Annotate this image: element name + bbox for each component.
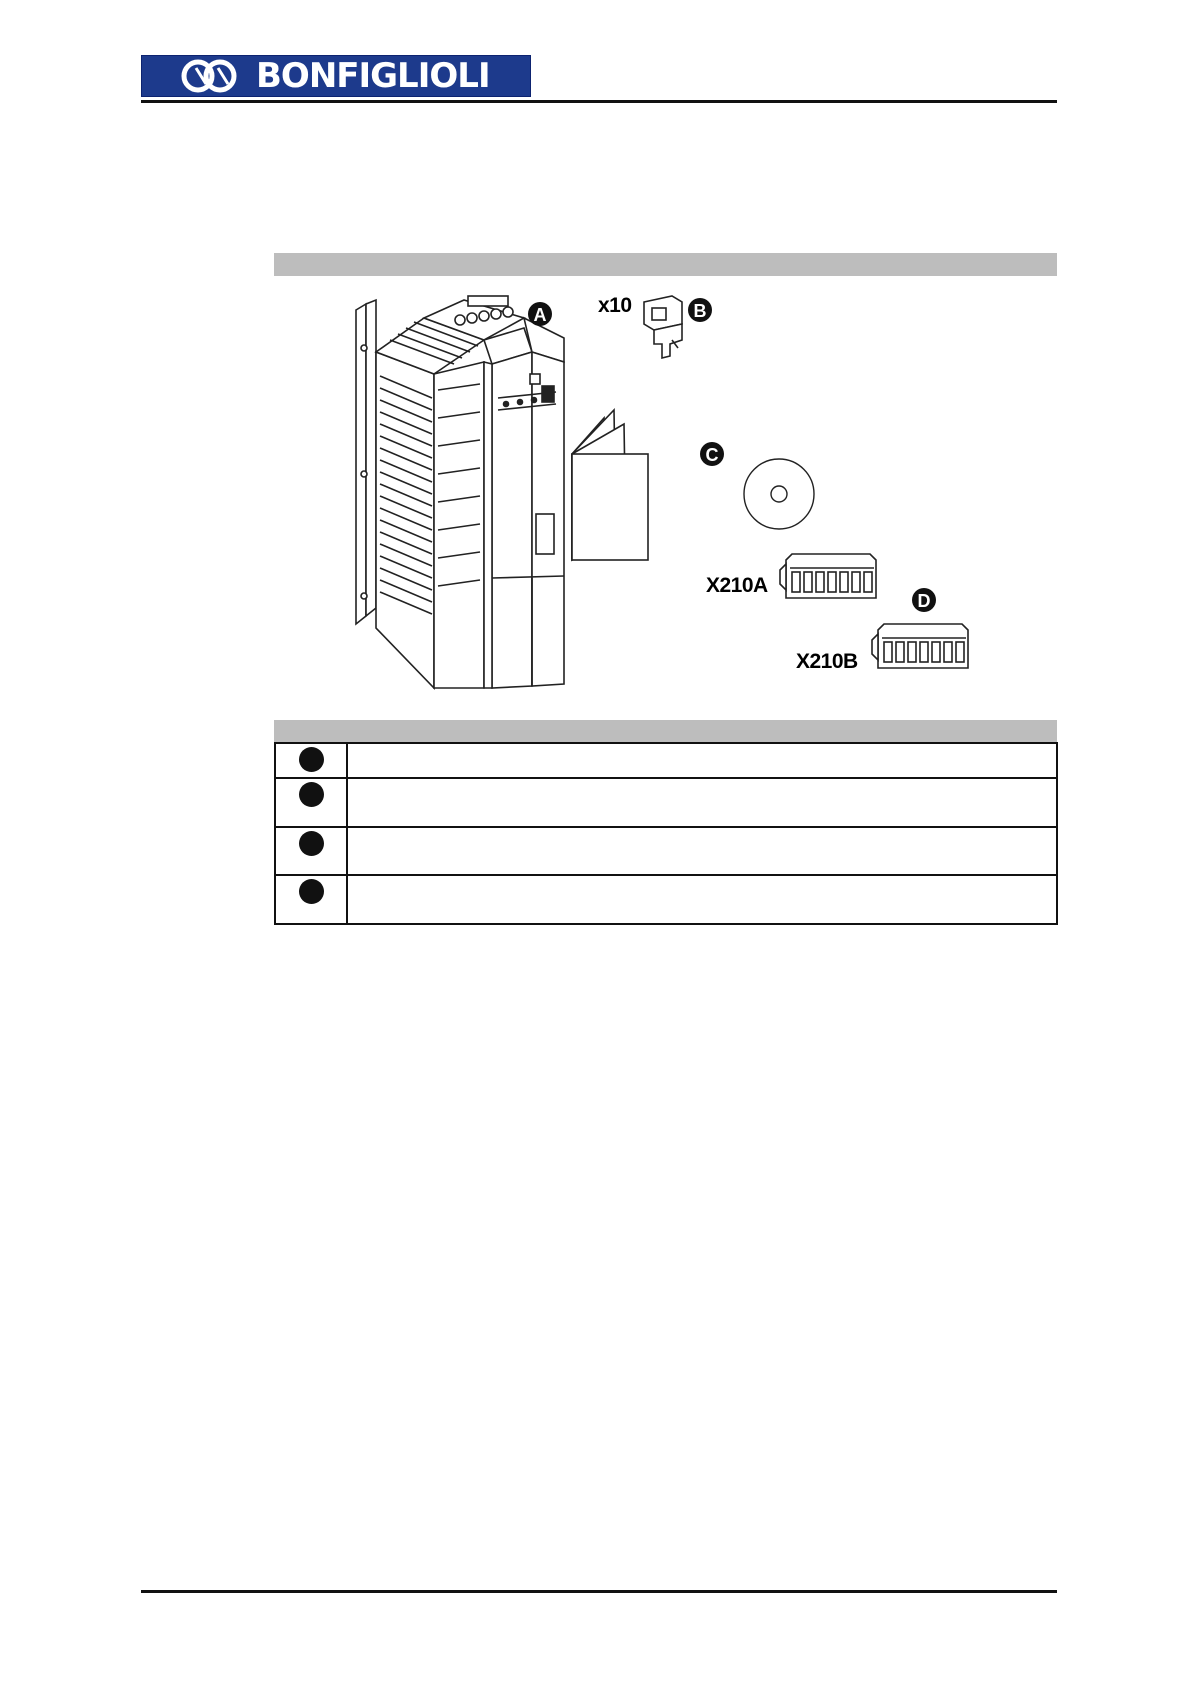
row-marker — [275, 743, 347, 778]
connector-b-label: X210B — [796, 650, 858, 673]
bullet-icon — [299, 879, 324, 904]
quantity-label: x10 — [598, 294, 632, 317]
scope-of-delivery-figure — [274, 278, 1057, 718]
terminal-block-x210a-drawing — [780, 554, 876, 598]
bullet-icon — [299, 782, 324, 807]
row-marker — [275, 778, 347, 827]
row-description — [347, 743, 1057, 778]
plug-connector-drawing — [644, 296, 682, 358]
header-divider — [141, 100, 1057, 103]
connector-a-label: X210A — [706, 574, 768, 597]
row-marker — [275, 827, 347, 875]
table-row — [275, 875, 1057, 924]
callout-b — [688, 298, 712, 322]
brand-name: BONFIGLIOLI — [256, 56, 490, 96]
svg-text:B: B — [693, 301, 707, 321]
callout-a — [528, 302, 552, 326]
brand-logo-icon — [180, 58, 246, 94]
row-description — [347, 778, 1057, 827]
svg-text:D: D — [917, 591, 931, 611]
terminal-block-x210b-drawing — [872, 624, 968, 668]
callout-c — [700, 442, 724, 466]
cd-disc-drawing — [744, 459, 814, 529]
bullet-icon — [299, 747, 324, 772]
footer-divider — [141, 1590, 1057, 1593]
inverter-drawing — [356, 296, 564, 688]
table-row — [275, 778, 1057, 827]
brand-logo — [141, 55, 531, 97]
table-row — [275, 827, 1057, 875]
delivery-items-table — [274, 742, 1058, 925]
row-marker — [275, 875, 347, 924]
callout-d — [912, 588, 936, 612]
row-description — [347, 875, 1057, 924]
svg-text:C: C — [705, 445, 719, 465]
booklet-drawing — [572, 410, 648, 560]
table-header-bar — [274, 720, 1057, 742]
bullet-icon — [299, 831, 324, 856]
table-row — [275, 743, 1057, 778]
figure-caption-bar — [274, 253, 1057, 276]
svg-text:A: A — [533, 305, 547, 325]
row-description — [347, 827, 1057, 875]
